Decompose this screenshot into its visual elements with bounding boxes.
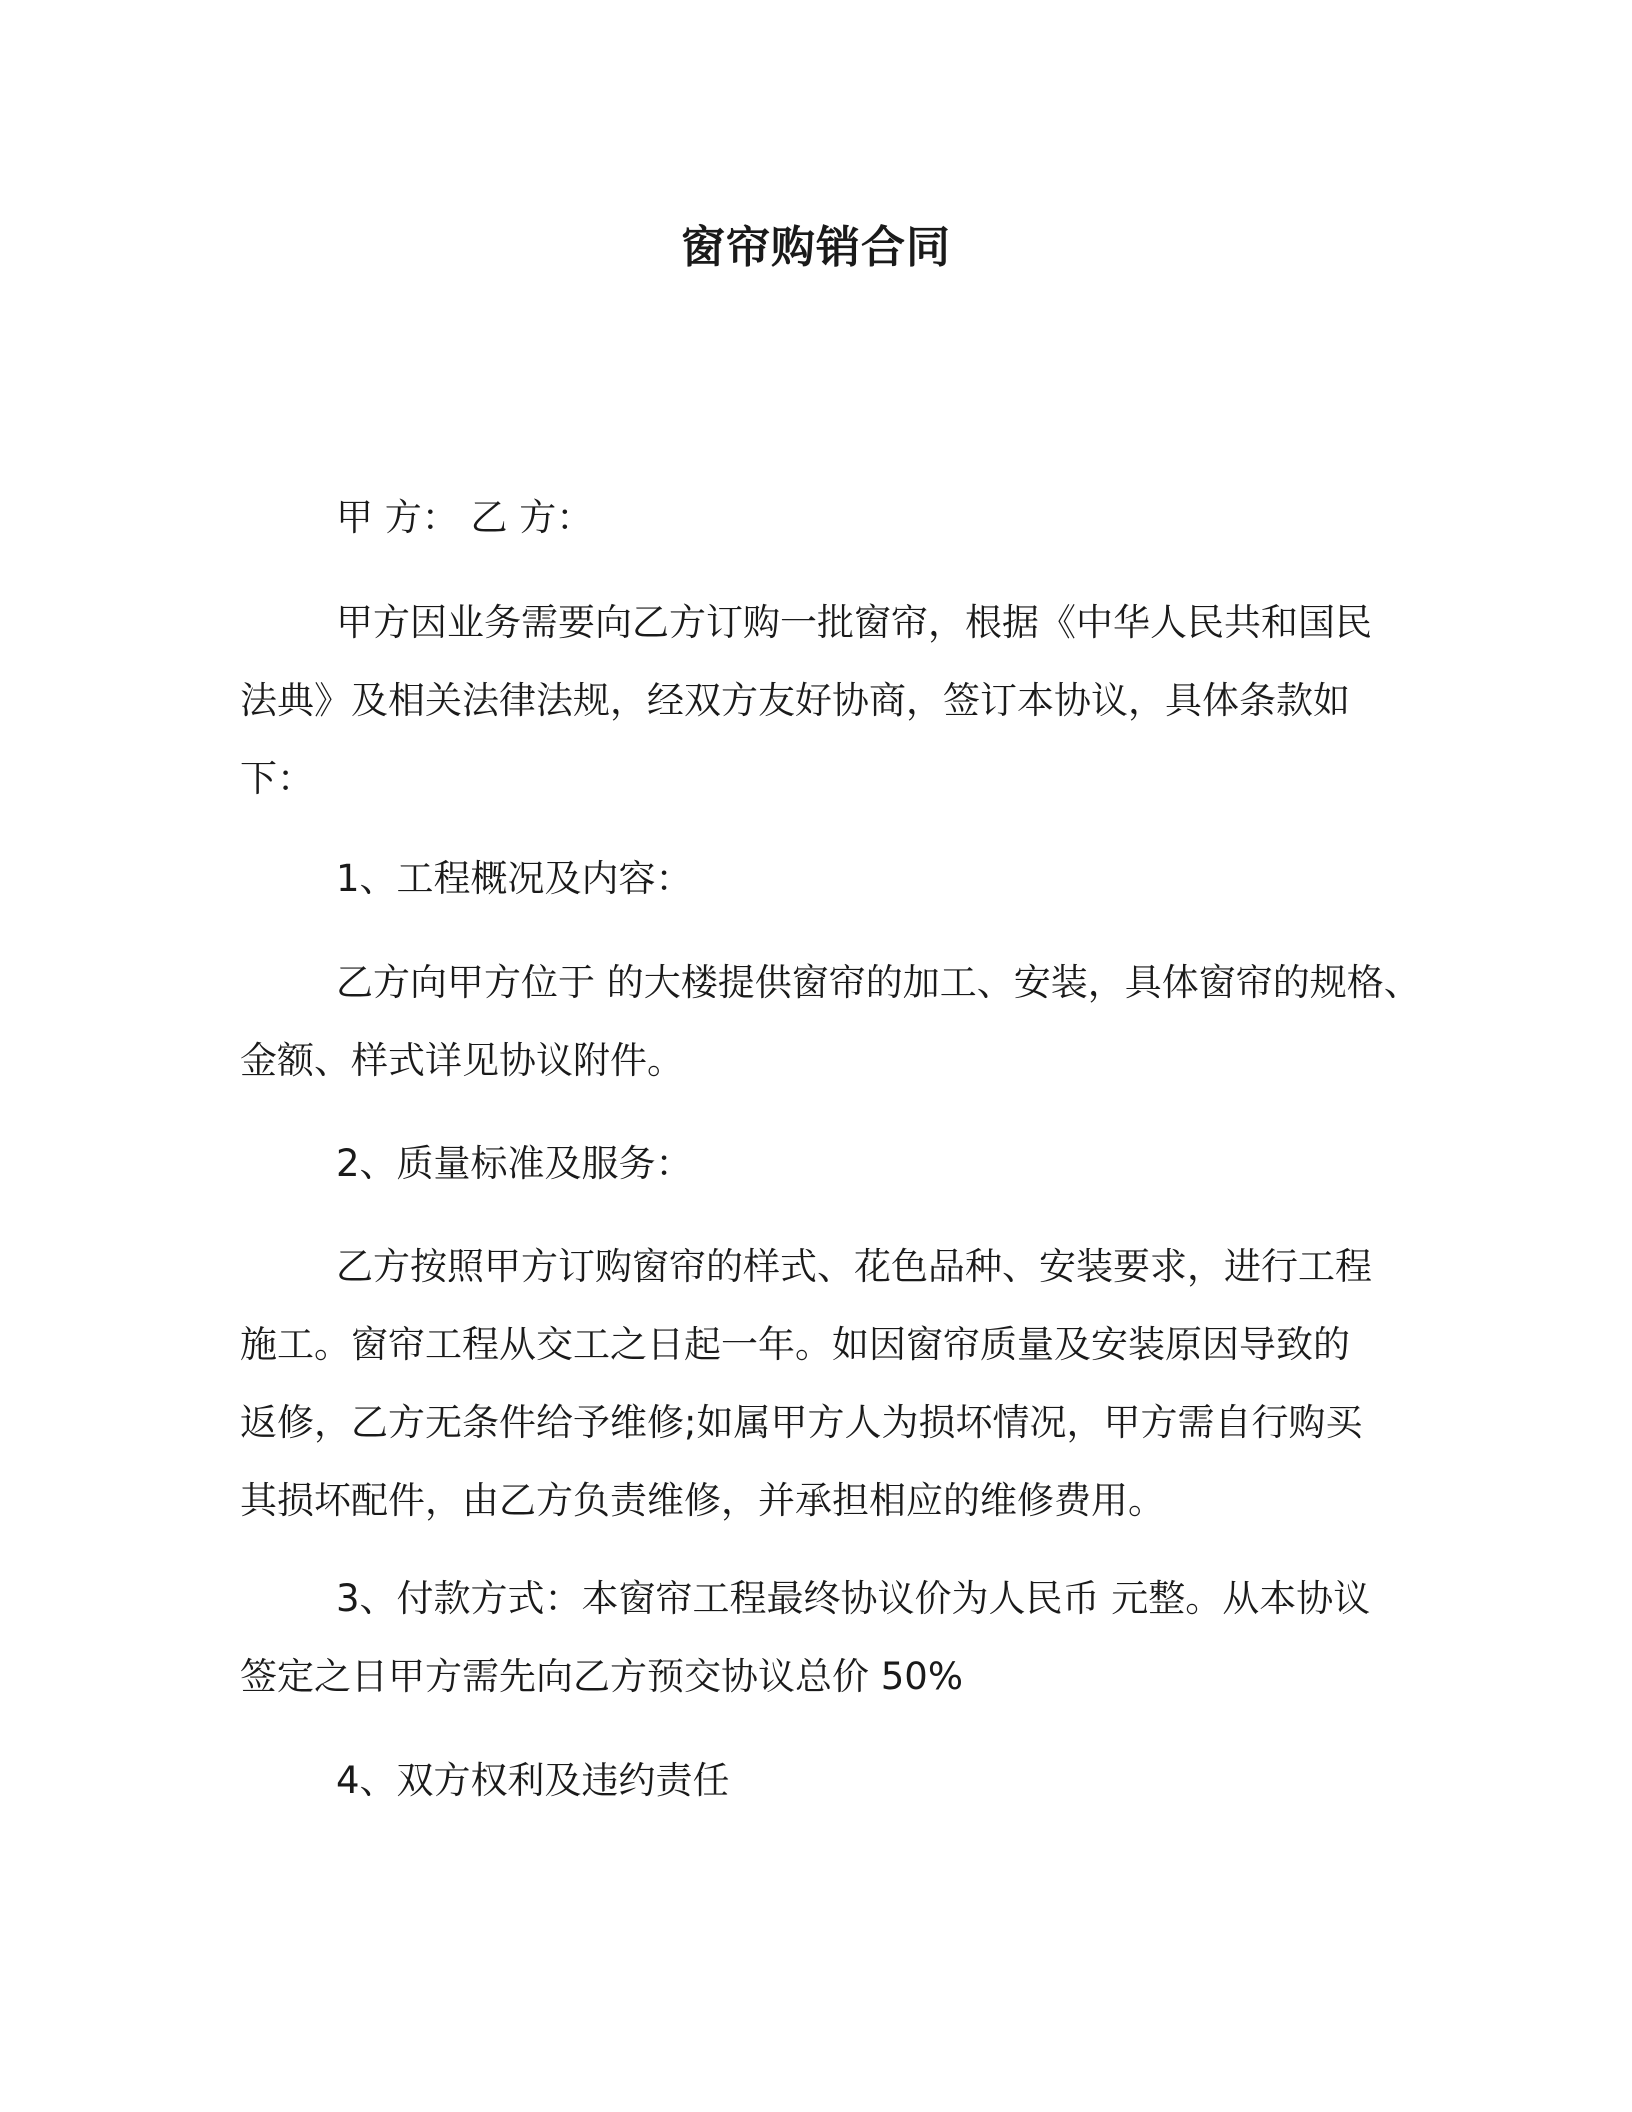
section-1-heading-text: 1、工程概况及内容： (336, 857, 693, 900)
section-2-line-3: 返修，乙方无条件给予维修;如属甲方人为损坏情况，甲方需自行购买 (240, 1401, 1363, 1444)
intro-paragraph (240, 584, 1410, 818)
section-2-line-4: 其损坏配件，由乙方负责维修，并承担相应的维修费用。 (240, 1479, 1165, 1522)
intro-line-2: 法典》及相关法律法规，经双方友好协商，签订本协议，具体条款如 (240, 679, 1350, 722)
section-1-line-2: 金额、样式详见协议附件。 (240, 1039, 684, 1082)
section-2-line-2: 施工。窗帘工程从交工之日起一年。如因窗帘质量及安装原因导致的 (240, 1323, 1350, 1366)
section-4-heading-text: 4、双方权利及违约责任 (336, 1759, 730, 1802)
section-2-heading-text: 2、质量标准及服务： (336, 1142, 693, 1185)
section-3-line-2: 签定之日甲方需先向乙方预交协议总价 50% (240, 1655, 963, 1698)
section-4-heading (240, 1742, 1410, 1820)
intro-line-3: 下： (240, 757, 314, 800)
document-title: 窗帘购销合同 (681, 222, 951, 273)
section-1-line-1: 乙方向甲方位于 的大楼提供窗帘的加工、安装，具体窗帘的规格、 (336, 961, 1421, 1004)
section-1-paragraph (240, 944, 1421, 1100)
section-1-heading (240, 840, 1410, 918)
section-3-line-1: 3、付款方式：本窗帘工程最终协议价为人民币 元整。从本协议 (336, 1577, 1371, 1620)
section-2-heading (240, 1125, 1410, 1203)
section-2-paragraph (240, 1228, 1410, 1540)
parties-line (240, 479, 1410, 557)
section-3-paragraph (240, 1560, 1410, 1716)
section-2-line-1: 乙方按照甲方订购窗帘的样式、花色品种、安装要求，进行工程 (336, 1245, 1372, 1288)
intro-line-1: 甲方因业务需要向乙方订购一批窗帘，根据《中华人民共和国民 (336, 601, 1372, 644)
parties-text: 甲 方： 乙 方： (336, 496, 594, 539)
